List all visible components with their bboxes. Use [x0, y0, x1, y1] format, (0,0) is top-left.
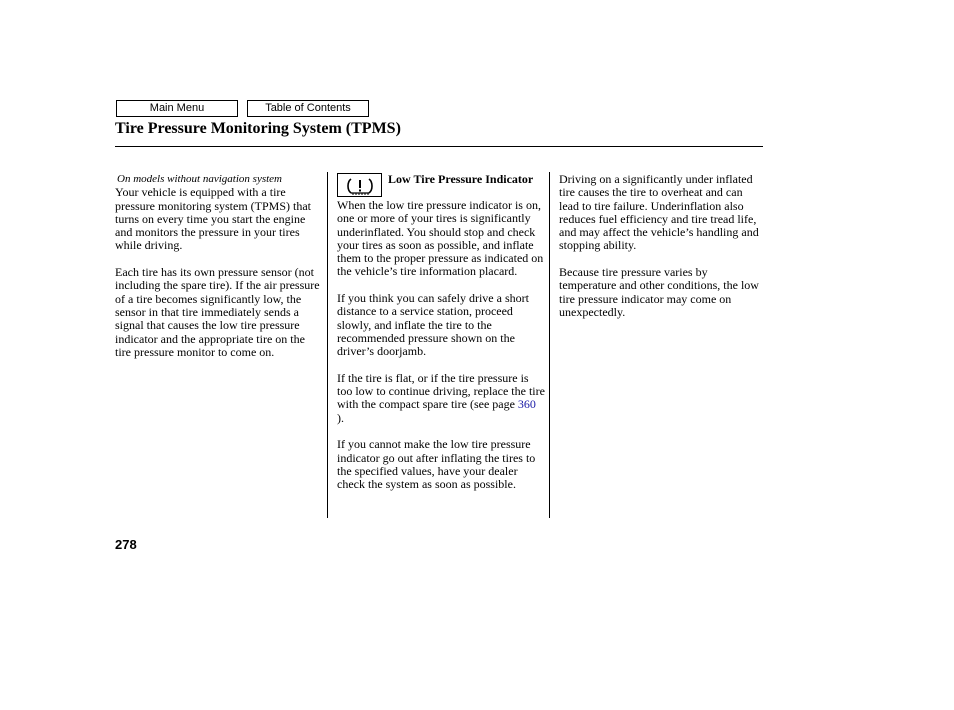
paragraph-underinflation: Driving on a significantly under inflated tire causes the tire to overheat and can lead to tire failure. Underinflation also reduces fuel efficiency and tire tread life, and may affect the vehicle’s handling and stopping ability. [559, 172, 759, 253]
column-1 [115, 173, 322, 372]
main-menu-button[interactable]: Main Menu [116, 100, 238, 117]
paragraph-tpms-intro: Your vehicle is equipped with a tire pressure monitoring system (TPMS) that turns on every time you start the engine and monitors the pressure in your tires while driving. [115, 185, 311, 253]
table-of-contents-button[interactable]: Table of Contents [247, 100, 369, 117]
paragraph-temperature: Because tire pressure varies by temperature and other conditions, the low tire pressure indicator may come on unexpectedly. [559, 265, 759, 319]
model-note: On models without navigation system [117, 173, 282, 185]
column-2 [337, 173, 545, 505]
paragraph-tire-sensor: Each tire has its own pressure sensor (not including the spare tire). If the air pressure of a tire becomes significantly low, the sensor in that tire immediately sends a signal that causes the low tire pressure indicator and the appropriate tire on the tire pressure monitor to come on. [115, 265, 320, 359]
paragraph-flat-tire: If the tire is flat, or if the tire pressure is too low to continue driving, replace the tire with the compact spare tire (see page 360 ). [337, 370, 545, 425]
paragraph-drive-to-station: If you think you can safely drive a short distance to a service station, proceed slowly, and inflate the tire to the recommended pressure shown on the driver’s doorjamb. [337, 291, 529, 359]
page-number: 278 [115, 537, 137, 552]
title-divider [115, 146, 763, 147]
indicator-heading-row [337, 173, 545, 199]
column-divider-1 [327, 172, 328, 518]
low-tire-pressure-icon [337, 173, 382, 197]
paragraph-indicator-on: When the low tire pressure indicator is on, one or more of your tires is significantly underinflated. You should stop and check your tires as soon as possible, and inflate them to the proper pressure as indicated on the vehicle’s tire information placard. [337, 198, 544, 279]
page-360-link[interactable]: 360 [517, 397, 536, 412]
page-title: Tire Pressure Monitoring System (TPMS) [115, 120, 401, 137]
column-3 [559, 173, 764, 333]
paragraph-dealer-check: If you cannot make the low tire pressure indicator go out after inflating the tires to the specified values, have your dealer check the system as soon as possible. [337, 437, 536, 492]
indicator-heading: Low Tire Pressure Indicator [388, 172, 534, 186]
column-divider-2 [549, 172, 550, 518]
